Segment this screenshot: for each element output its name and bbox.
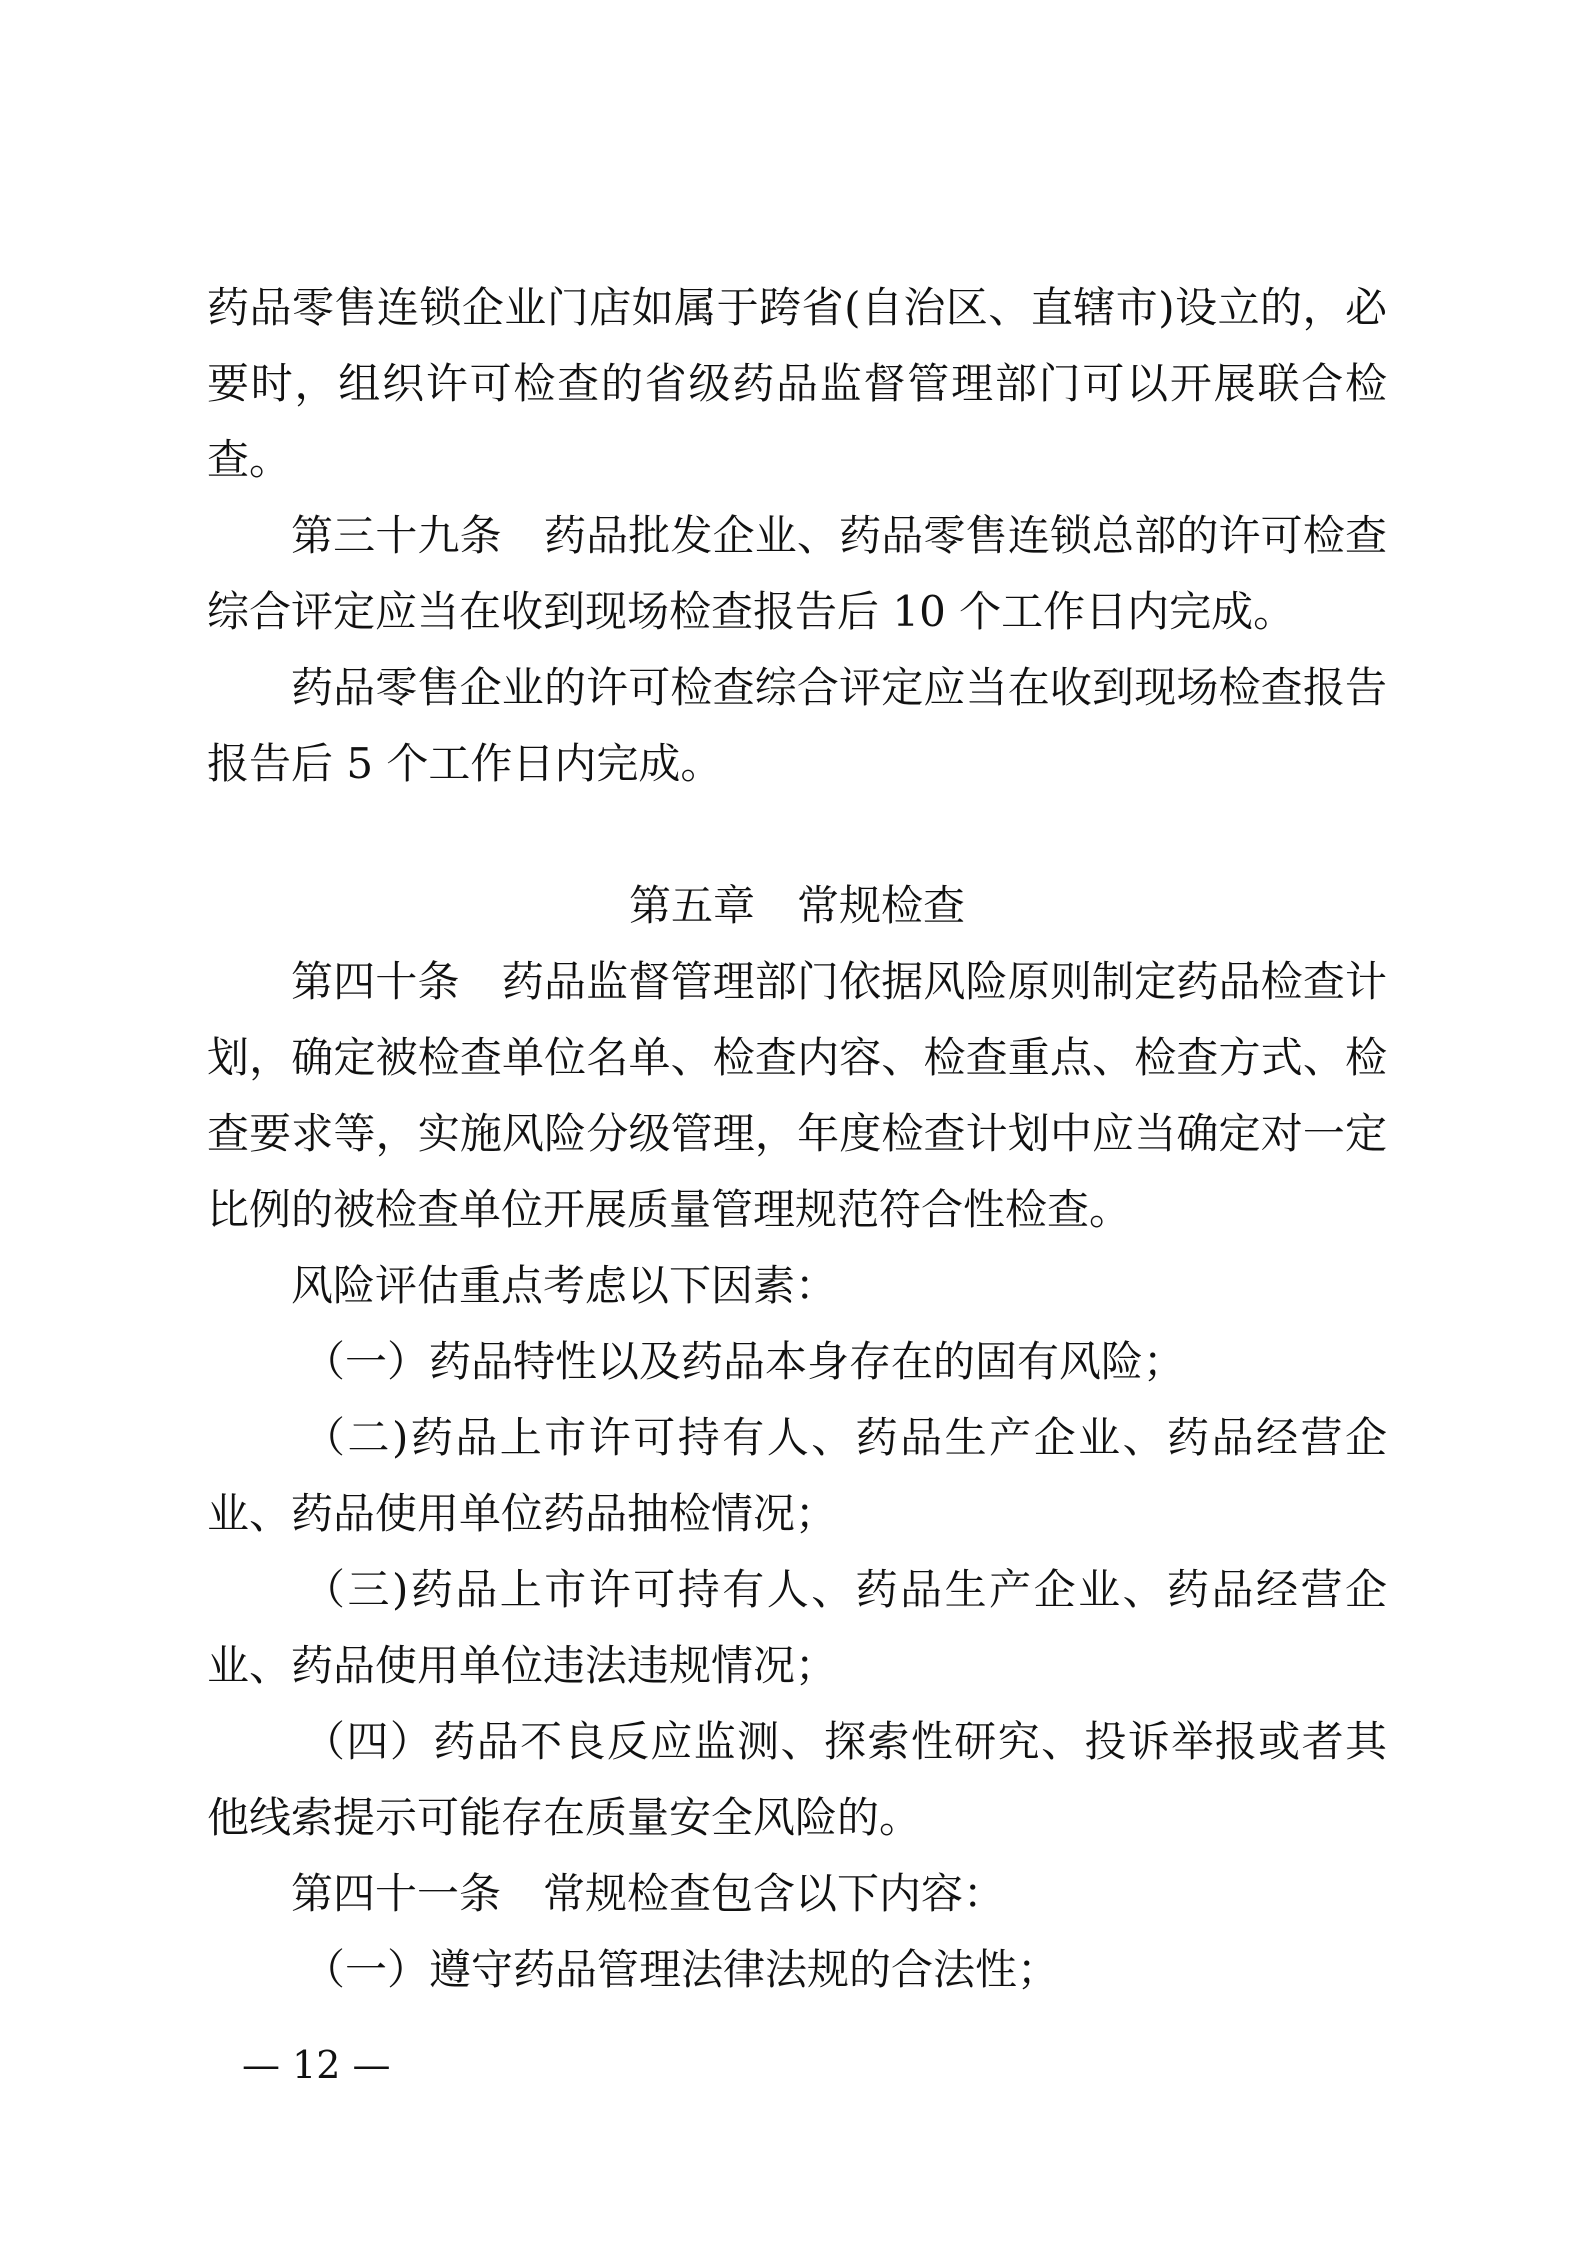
risk-factors-intro: 风险评估重点考虑以下因素： (291, 1261, 838, 1310)
risk-factor-3: （三)药品上市许可持有人、药品生产企业、药品经营企业、药品使用单位违法违规情况； (207, 1565, 1387, 1690)
risk-factor-1: （一）药品特性以及药品本身存在的固有风险； (303, 1337, 1186, 1386)
risk-factor-2: （二)药品上市许可持有人、药品生产企业、药品经营企业、药品使用单位药品抽检情况； (207, 1413, 1387, 1538)
article-39-retail: 药品零售企业的许可检查综合评定应当在收到现场检查报告报告后 5 个工作日内完成。 (207, 663, 1387, 788)
paragraph-continuation: 药品零售连锁企业门店如属于跨省(自治区、直辖市)设立的，必要时，组织许可检查的省级药品监督管理部门可以开展联合检查。 (207, 283, 1387, 484)
inspection-content-1: （一）遵守药品管理法律法规的合法性； (303, 1945, 1060, 1994)
top-section (207, 270, 1387, 802)
article-41: 第四十一条 常规检查包含以下内容： (291, 1869, 1006, 1918)
article-40: 第四十条 药品监督管理部门依据风险原则制定药品检查计划，确定被检查单位名单、检查内容、检查重点、检查方式、检查要求等，实施风险分级管理，年度检查计划中应当确定对一定比例的被检查单位开展质量管理规范符合性检查。 (207, 957, 1387, 1234)
chapter-section (207, 944, 1387, 2008)
article-39: 第三十九条 药品批发企业、药品零售连锁总部的许可检查综合评定应当在收到现场检查报告后 10 个工作日内完成。 (207, 511, 1387, 636)
chapter-title: 第五章 常规检查 (628, 881, 965, 930)
risk-factor-4: （四）药品不良反应监测、探索性研究、投诉举报或者其他线索提示可能存在质量安全风险的。 (207, 1717, 1387, 1842)
page-number: — 12 — (242, 2043, 391, 2087)
